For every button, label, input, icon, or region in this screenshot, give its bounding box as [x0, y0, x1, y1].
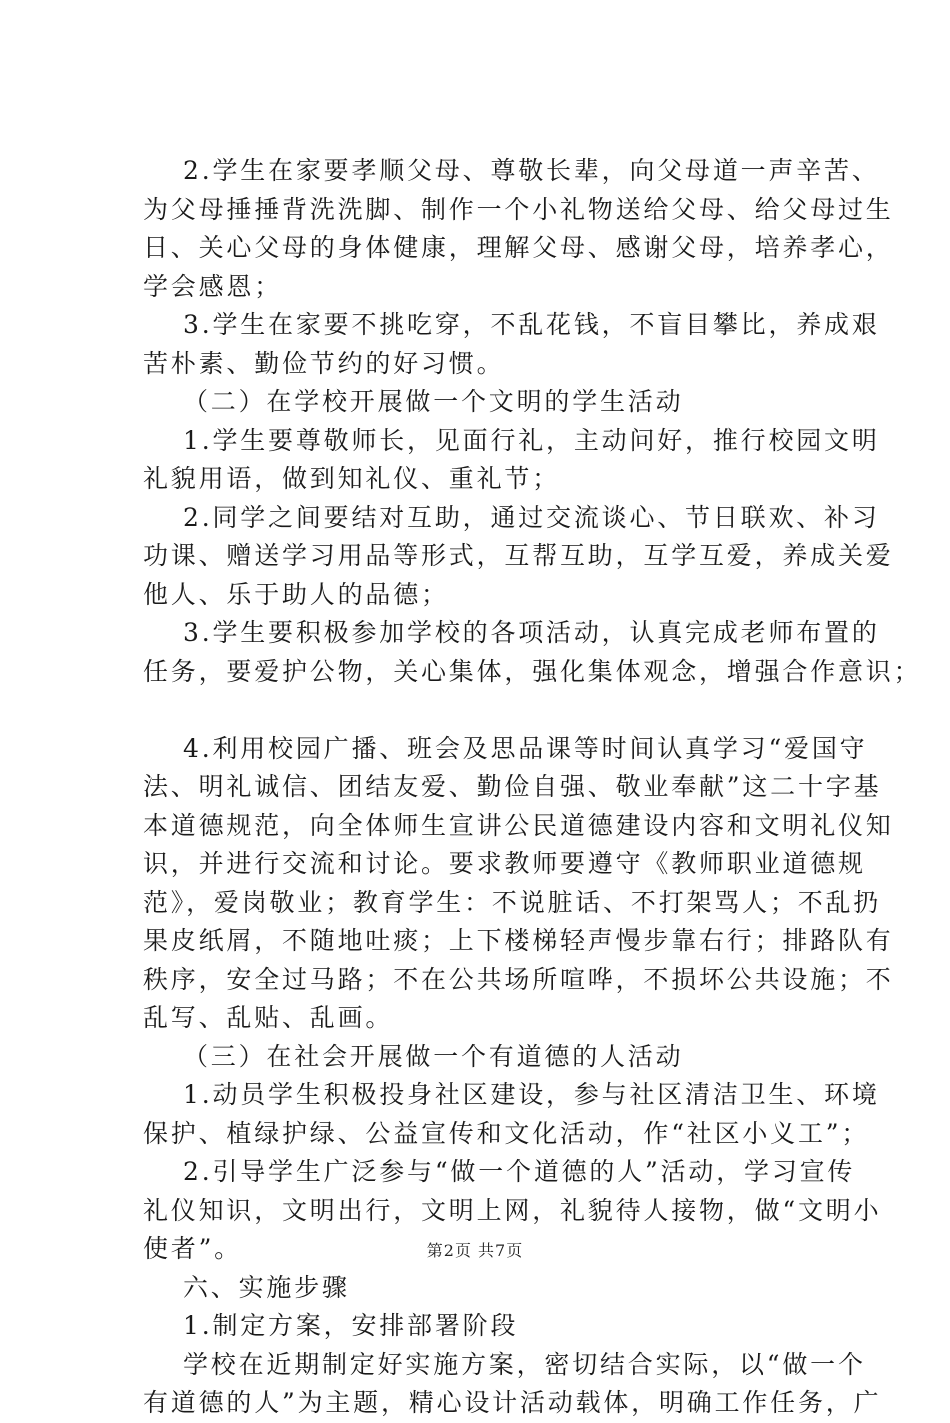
subsection-heading: 1.制定方案，安排部署阶段	[183, 1311, 519, 1340]
paragraph-line: 礼貌用语，做到知礼仪、重礼节；	[143, 464, 561, 493]
paragraph-line: 果皮纸屑，不随地吐痰；上下楼梯轻声慢步靠右行；排路队有	[143, 926, 894, 955]
paragraph-line: 秩序，安全过马路；不在公共场所喧哗，不损坏公共设施；不	[143, 964, 894, 994]
paragraph-line: 乱写、乱贴、乱画。	[143, 1003, 394, 1032]
document-body	[143, 152, 922, 1423]
page-footer: 第2页 共7页	[426, 1241, 524, 1260]
blank-line	[143, 691, 840, 730]
paragraph-line: 保护、植绿护绿、公益宣传和文化活动，作“社区小义工”；	[143, 1118, 870, 1148]
section-heading: （三）在社会开展做一个有道德的人活动	[183, 1041, 684, 1071]
paragraph-line: 日、关心父母的身体健康，理解父母、感谢父母，培养孝心，	[143, 233, 894, 262]
paragraph-line: 3.学生要积极参加学校的各项活动，认真完成老师布置的	[183, 618, 880, 647]
paragraph-line: 他人、乐于助人的品德；	[143, 579, 449, 609]
paragraph-line: 1.学生要尊敬师长，见面行礼，主动问好，推行校园文明	[183, 425, 880, 455]
paragraph-line: 礼仪知识，文明出行，文明上网，礼貌待人接物，做“文明小	[143, 1195, 882, 1225]
section-heading: （二）在学校开展做一个文明的学生活动	[183, 387, 684, 416]
paragraph-line: 学校在近期制定好实施方案，密切结合实际，以“做一个	[183, 1349, 866, 1379]
paragraph-line: 2.引导学生广泛参与“做一个道德的人”活动，学习宣传	[183, 1157, 856, 1186]
paragraph-line: 3.学生在家要不挑吃穿，不乱花钱，不盲目攀比，养成艰	[183, 310, 880, 339]
paragraph-line: 2.学生在家要孝顺父母、尊敬长辈，向父母道一声辛苦、	[183, 156, 880, 185]
paragraph-line: 任务，要爱护公物，关心集体，强化集体观念，增强合作意识；	[143, 656, 922, 686]
paragraph-line: 4.利用校园广播、班会及思品课等时间认真学习“爱国守	[183, 733, 868, 763]
paragraph-line: 使者”。	[143, 1234, 242, 1263]
paragraph-line: 功课、赠送学习用品等形式，互帮互助，互学互爱，养成关爱	[143, 541, 894, 570]
paragraph-line: 本道德规范，向全体师生宣讲公民道德建设内容和文明礼仪知	[143, 810, 894, 840]
paragraph-line: 2.同学之间要结对互助，通过交流谈心、节日联欢、补习	[183, 502, 880, 532]
paragraph-line: 法、明礼诚信、团结友爱、勤俭自强、敬业奉献”这二十字基	[143, 772, 882, 801]
paragraph-line: 为父母捶捶背洗洗脚、制作一个小礼物送给父母、给父母过生	[143, 194, 894, 224]
section-heading: 六、实施步骤	[183, 1272, 350, 1302]
paragraph-line: 识，并进行交流和讨论。要求教师要遵守《教师职业道德规	[143, 849, 866, 878]
paragraph-line: 有道德的人”为主题，精心设计活动载体，明确工作任务，广	[143, 1388, 882, 1417]
paragraph-line: 苦朴素、勤俭节约的好习惯。	[143, 348, 505, 378]
paragraph-line: 学会感恩；	[143, 271, 283, 301]
paragraph-line: 范》，爱岗敬业；教育学生：不说脏话、不打架骂人；不乱扔	[143, 887, 882, 917]
paragraph-line: 1.动员学生积极投身社区建设，参与社区清洁卫生、环境	[183, 1080, 880, 1109]
